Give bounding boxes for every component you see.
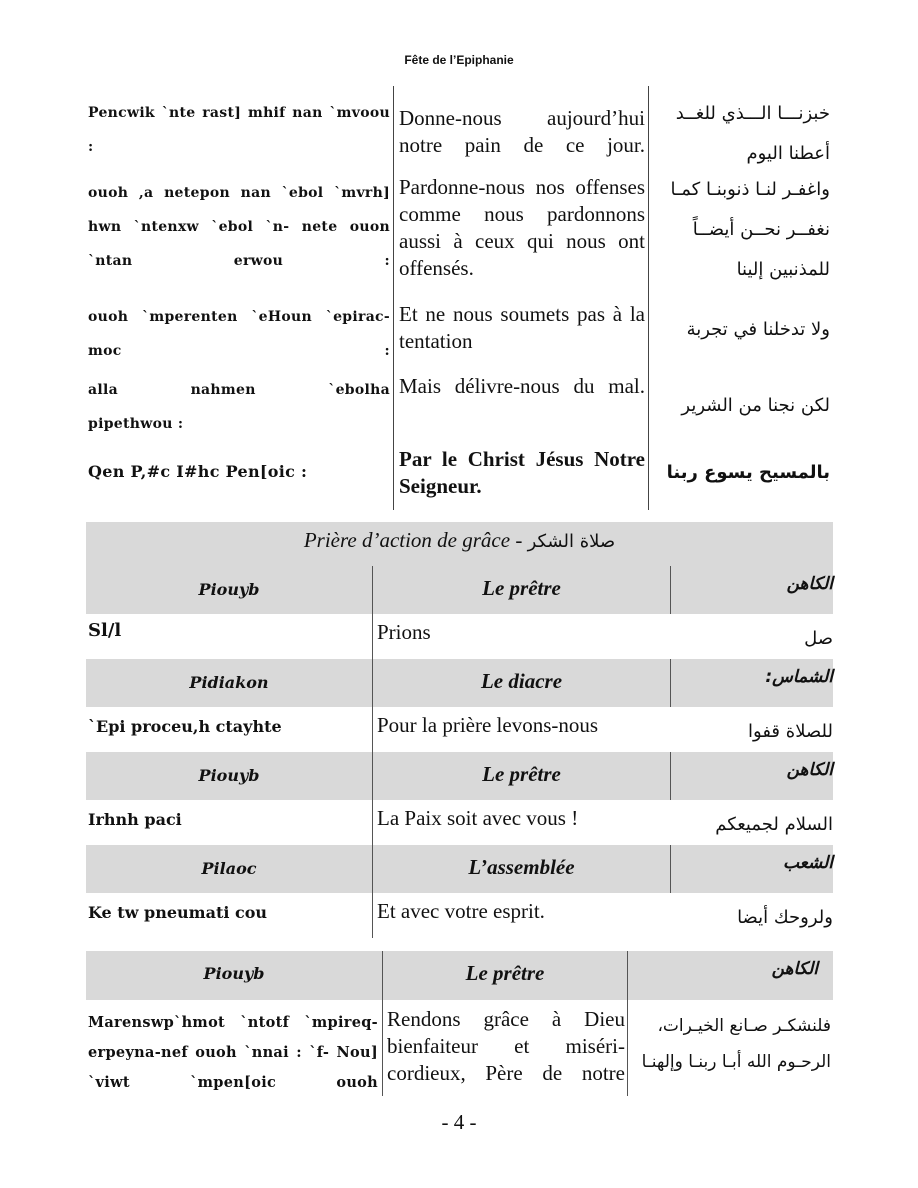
coptic-text: Ke tw pneumati cou (88, 903, 268, 922)
french-text: Pardonne-nous nos offenses comme nous pardonnons aussi à ceux qui nous ont offensés. (399, 175, 645, 280)
thanksgiving-table (86, 522, 833, 937)
arabic-text (654, 386, 830, 426)
arabic-line: واغفـر لنـا ذنوبنـا كمـا (670, 179, 830, 200)
french-text: La Paix soit avec vous ! (377, 806, 579, 830)
arabic-text: ولروحك أيضا (737, 907, 833, 928)
text-row (86, 373, 831, 445)
title-french: Prière d’action de grâce - (303, 528, 528, 552)
role-header-row (86, 845, 833, 893)
arabic-text (654, 170, 830, 290)
role-french: L’assemblée (468, 855, 575, 879)
arabic-text: صل (804, 628, 833, 649)
role-arabic: الشماس: (765, 667, 833, 687)
role-coptic: Piouyb (203, 964, 265, 983)
role-french: Le diacre (480, 669, 563, 693)
role-coptic: Pidiakon (189, 673, 269, 692)
arabic-line: الرحـوم الله أبـا ربنـا وإلهنـا (641, 1052, 831, 1072)
role-french: Le prêtre (482, 576, 561, 600)
text-row (86, 297, 831, 373)
role-coptic: Piouyb (198, 766, 260, 785)
role-arabic: الكاهن (786, 574, 833, 594)
coptic-text: Sl/l (88, 620, 122, 641)
role-french: Le prêtre (465, 961, 545, 985)
role-coptic: Piouyb (198, 580, 260, 599)
role-french: Le prêtre (482, 762, 561, 786)
text-row (86, 86, 831, 172)
coptic-text: `Epi proceu,h ctayhte (88, 717, 282, 736)
role-arabic: الشعب (783, 853, 833, 873)
arabic-text: للصلاة قفوا (748, 721, 833, 742)
arabic-line: فلنشكـر صـانع الخيـرات، (657, 1016, 831, 1036)
page-header: Fête de l’Epiphanie (404, 53, 514, 67)
arabic-line: للمذنبين إلينا (736, 259, 830, 280)
role-coptic: Pilaoc (201, 859, 257, 878)
french-text: Et ne nous soumets pas à la tentation (399, 302, 645, 353)
french-text: Rendons grâce à Dieu bienfaiteur et miséri- cordieux, Père de notre (387, 1007, 625, 1085)
prayer-text-table (86, 86, 831, 510)
role-header-row (86, 752, 833, 800)
page-number: - 4 - (441, 1110, 477, 1134)
french-text: Pour la prière levons-nous (377, 713, 599, 737)
coptic-text: Irhnh paci (88, 810, 182, 829)
coptic-text: Marenswp`hmot `ntotf `mpireq- erpeyna-nef ouoh `nnai : `f- Nou] `viwt `mpen[oic ouoh (88, 1014, 378, 1091)
arabic-text (654, 310, 830, 350)
arabic-line: بالمسيح يسوع ربنا (666, 462, 830, 483)
table-title (86, 522, 833, 566)
coptic-text: Pencwik `nte rast] mhif nan `mvoou : (88, 105, 390, 155)
french-text: Et avec votre esprit. (377, 899, 545, 923)
table-row (86, 707, 833, 752)
text-row (86, 445, 831, 510)
coptic-text: Qen P,#c I#hc Pen[oic : (88, 462, 308, 481)
role-arabic: الكاهن (771, 959, 818, 979)
table-row (86, 800, 833, 845)
text-row (86, 1000, 833, 1096)
arabic-text: السلام لجميعكم (715, 814, 833, 835)
coptic-line: pipethwou : (88, 416, 184, 432)
arabic-line: نغفــر نحــن أيضــاً (692, 219, 830, 240)
role-arabic: الكاهن (786, 760, 833, 780)
arabic-text (654, 94, 830, 174)
arabic-text (631, 1008, 831, 1080)
arabic-text (654, 453, 830, 493)
french-text: Prions (377, 620, 431, 644)
coptic-line: alla nahmen `ebolha (88, 382, 390, 398)
coptic-text (88, 373, 390, 441)
role-header-row (86, 566, 833, 614)
role-header-row (86, 659, 833, 707)
table-row (86, 614, 833, 659)
french-text: Mais délivre-nous du mal. (399, 374, 645, 398)
french-text: Donne-nous aujourd’hui notre pain de ce jour. (399, 106, 645, 157)
coptic-text: ouoh ,a netepon nan `ebol `mvrh] hwn `ntenxw `ebol `n- nete ouon `ntan erwou : (88, 185, 390, 269)
table-row (86, 893, 833, 938)
role-header-row (86, 951, 833, 1000)
text-row (86, 172, 831, 297)
arabic-line: أعطنا اليوم (746, 143, 830, 164)
french-text: Par le Christ Jésus Notre Seigneur. (399, 447, 645, 498)
title-arabic: صلاة الشكر (527, 531, 616, 552)
arabic-line: ولا تدخلنا في تجربة (686, 319, 830, 340)
arabic-line: خبزنـــا الـــذي للغــد (675, 103, 830, 124)
arabic-line: لكن نجنا من الشرير (681, 395, 830, 416)
coptic-text: ouoh `mperenten `eHoun `epirac- moc : (88, 309, 390, 359)
